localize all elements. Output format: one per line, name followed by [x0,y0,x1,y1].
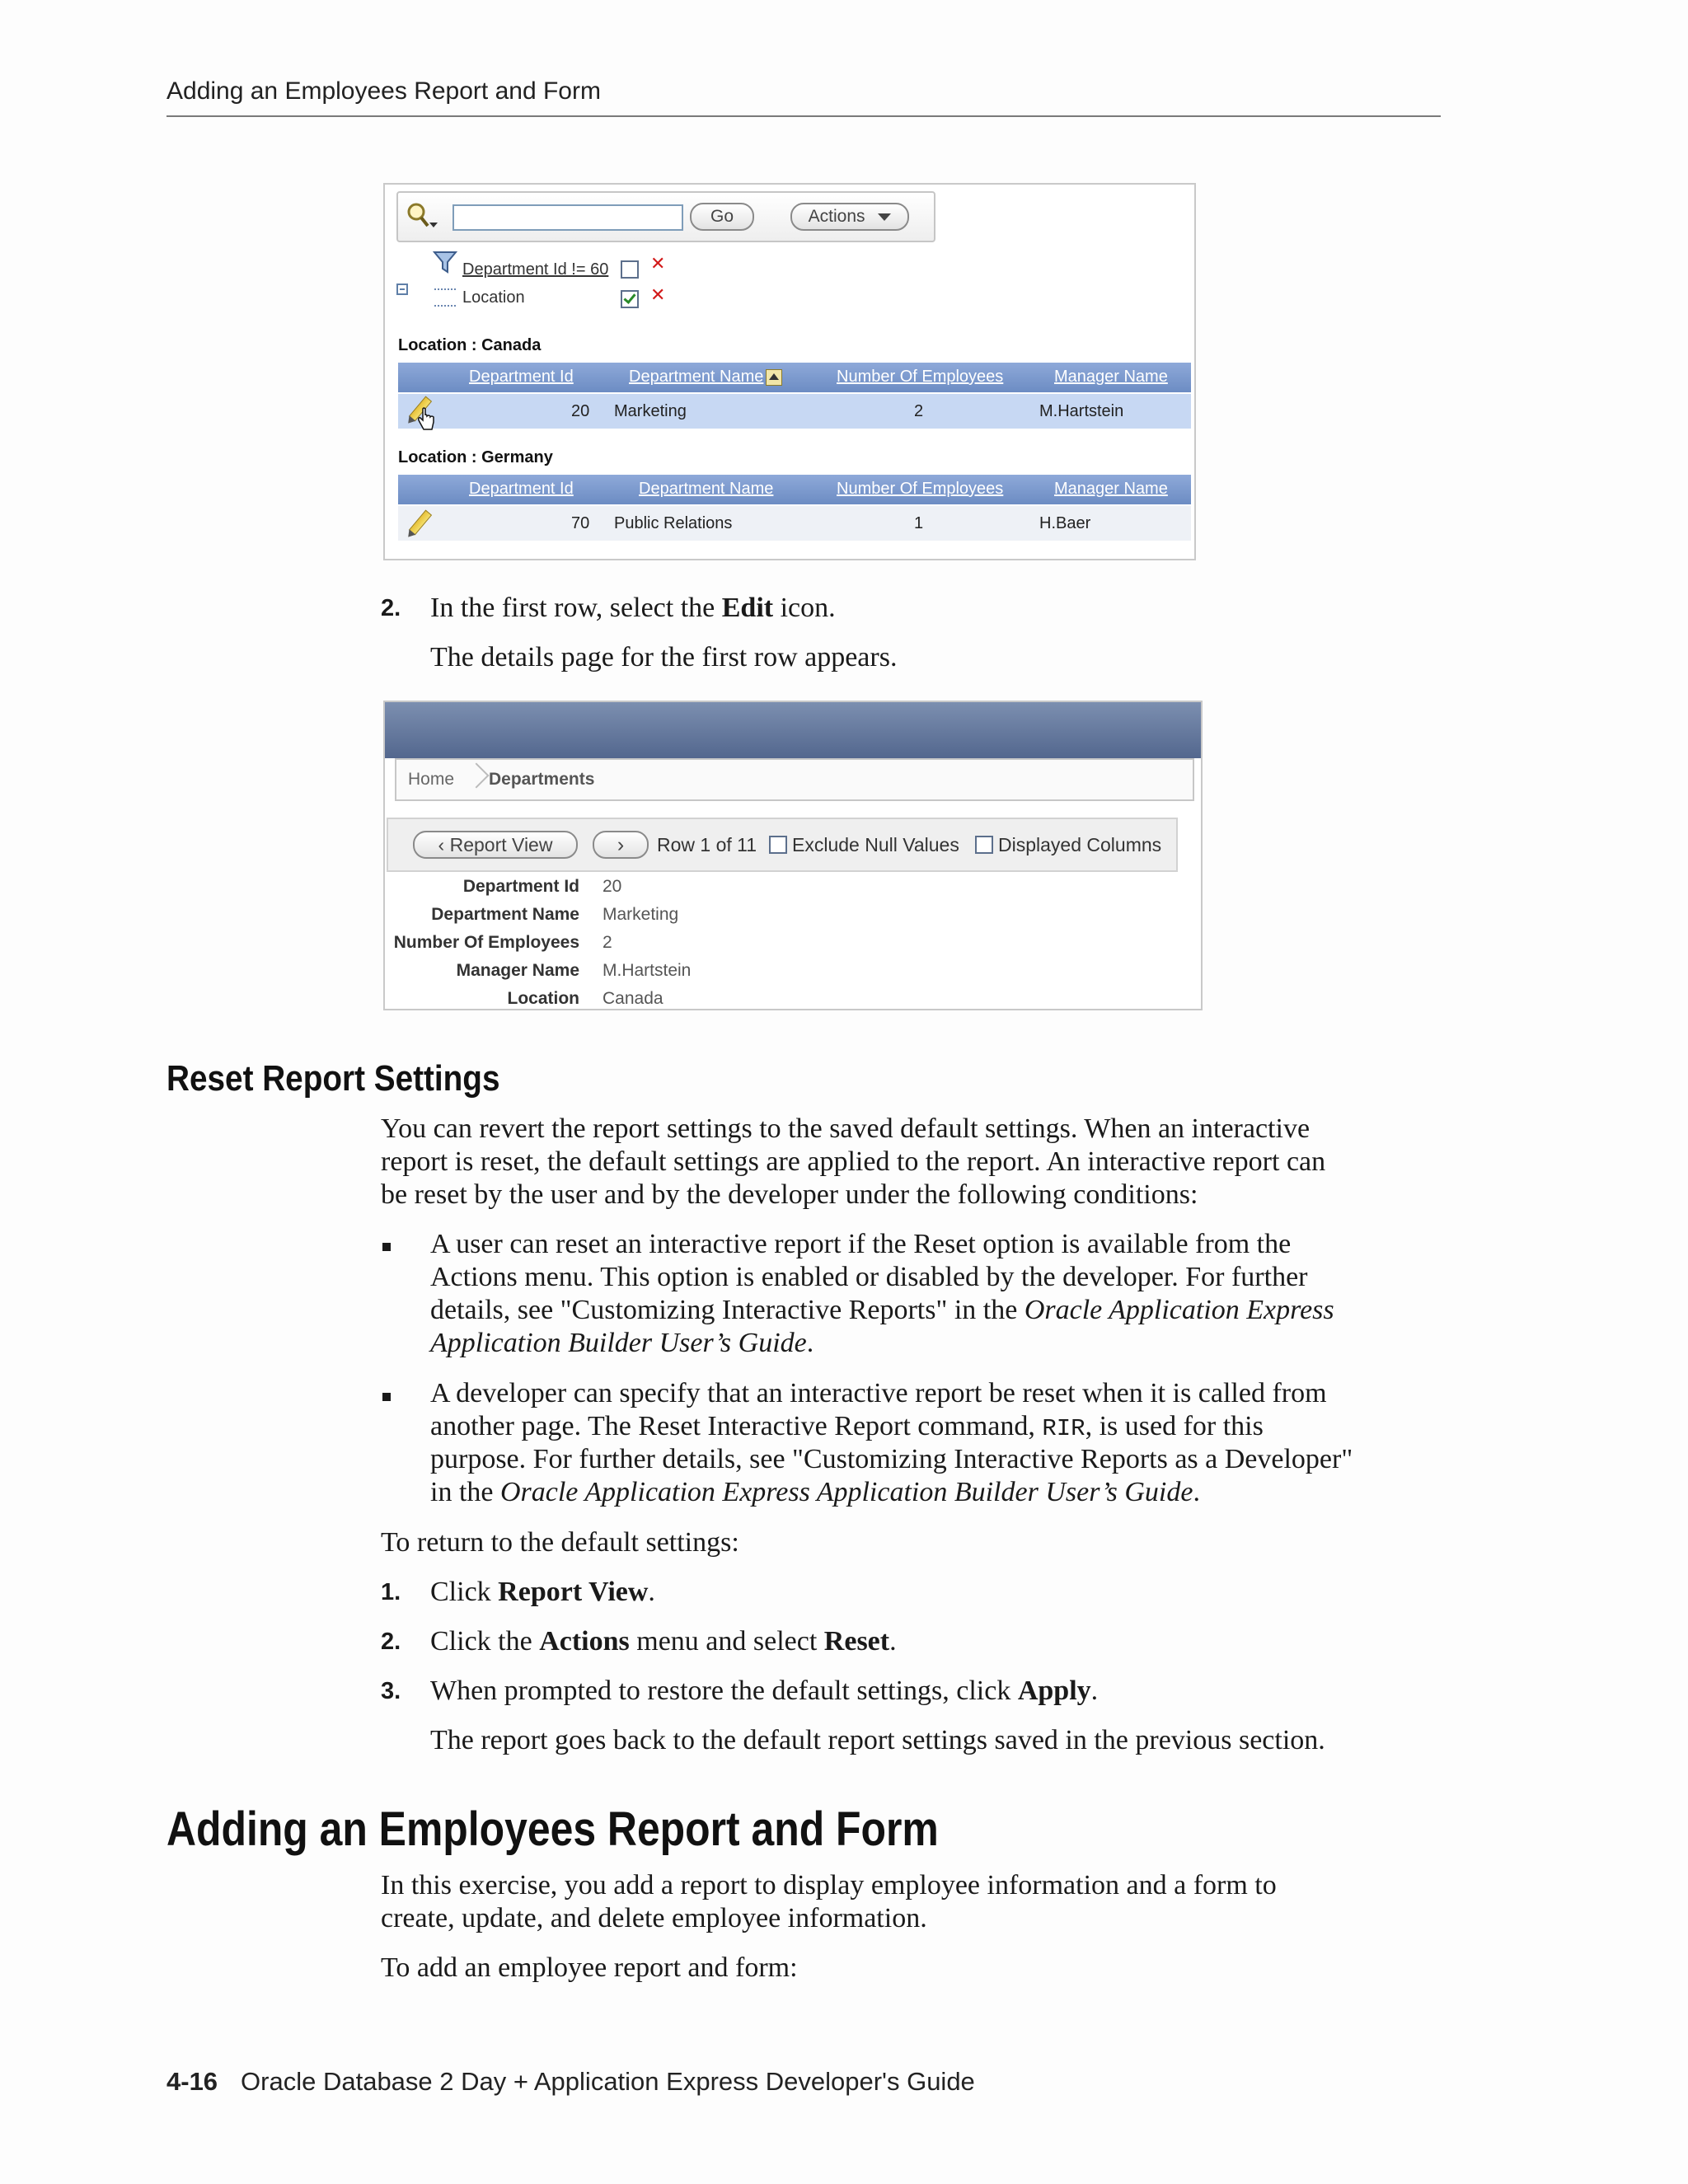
filter-enable-checkbox-location[interactable] [621,290,639,308]
back-arrow-icon: ‹ [438,834,445,855]
step-text [430,1675,1444,1708]
filter-enable-checkbox-department[interactable] [621,260,639,279]
table-row [398,506,1191,541]
actions-button[interactable] [790,203,909,231]
sort-ascending-icon [766,369,782,386]
section-heading: Reset Report Settings [166,1058,500,1099]
control-break-icon [434,288,456,307]
search-input[interactable] [452,204,683,231]
bullet-line: A user can reset an interactive report if the Reset option is available from the [430,1229,1292,1259]
command-code: RIR [1042,1415,1085,1442]
report-view-label: Report View [449,834,553,855]
step-text-bold: Actions [539,1626,630,1657]
bullet-line: Actions menu. This option is enabled or disabled by the developer. For further [430,1262,1308,1292]
running-header: Adding an Employees Report and Form [166,77,601,105]
remove-break-icon[interactable]: ✕ [650,285,666,306]
step-text-post: . [889,1626,897,1657]
column-header-manager-name[interactable]: Manager Name [1054,480,1168,498]
bullet-text: another page. The Reset Interactive Report command, [430,1411,1043,1441]
cell-department-name: Marketing [614,402,687,420]
navigation-bar [387,818,1178,872]
bullet-marker [382,1393,391,1401]
paragraph: To add an employee report and form: [381,1952,798,1983]
paragraph-line: create, update, and delete employee information. [381,1903,927,1933]
filter-label-department[interactable]: Department Id != 60 [462,260,609,279]
step-text [430,1625,1444,1658]
step-text-bold: Edit [721,593,774,623]
step-number: 3. [381,1678,401,1704]
bullet-text: in the [430,1477,500,1507]
cell-department-id: 20 [571,402,590,420]
guide-title: Oracle Application Express Application Builder User’s Guide [499,1477,1193,1507]
step-text-pre: Click [430,1577,499,1607]
exclude-null-checkbox[interactable] [769,836,787,854]
field-value: 2 [603,933,612,952]
field-value: 20 [603,877,622,896]
group-label-germany: Location : Germany [398,448,553,466]
breadcrumb-home[interactable]: Home [408,770,455,789]
bullet-line: purpose. For further details, see "Customizing Interactive Reports as a Developer" [430,1444,1353,1474]
cell-number-of-employees: 1 [914,514,924,532]
column-header-number-of-employees[interactable]: Number Of Employees [837,480,1004,498]
step-text-mid: menu and select [629,1626,824,1657]
header-rule [166,115,1441,117]
cell-manager-name: H.Baer [1039,514,1091,532]
bullet-line: A developer can specify that an interactive report be reset when it is called from [430,1378,1327,1408]
step-result: The report goes back to the default report settings saved in the previous section. [430,1725,1325,1755]
filter-label-location: Location [462,288,525,307]
field-label: Location [507,989,579,1008]
step-number: 1. [381,1579,401,1605]
column-header-department-name[interactable]: Department Name [639,480,774,498]
field-label: Department Name [431,905,579,924]
step-number: 2. [381,595,401,621]
exclude-null-label: Exclude Null Values [792,834,959,855]
step-text-bold: Reset [823,1626,890,1657]
step-text-pre: Click the [430,1626,540,1657]
breadcrumb-current: Departments [489,770,595,789]
paragraph: To return to the default settings: [381,1527,739,1558]
bullet-line [430,1327,1444,1360]
column-header-department-id[interactable]: Department Id [469,480,574,498]
field-label: Number Of Employees [393,933,579,952]
report-view-button[interactable] [413,831,578,859]
column-header-number-of-employees[interactable]: Number Of Employees [837,368,1004,386]
step-text-pre: In the first row, select the [430,593,722,623]
step-text [430,592,1444,625]
bullet-text: . [806,1328,814,1358]
filter-icon [433,251,457,274]
column-header-department-id[interactable]: Department Id [469,368,574,386]
search-icon[interactable] [405,201,441,234]
step-text-post: . [648,1577,655,1607]
cell-manager-name: M.Hartstein [1039,402,1124,420]
displayed-columns-checkbox[interactable] [975,836,993,854]
paragraph-line: report is reset, the default settings are applied to the report. An interactive report can [381,1146,1326,1177]
step-number: 2. [381,1629,401,1655]
paragraph-line: be reset by the user and by the developer under the following conditions: [381,1179,1198,1210]
field-value: M.Hartstein [603,961,692,980]
displayed-columns-label: Displayed Columns [998,834,1162,855]
detail-fields [385,877,579,1009]
bullet-text: , is used for this [1085,1411,1264,1441]
actions-label: Actions [808,207,865,226]
details-screenshot [383,701,1203,1010]
table-header [398,475,1191,504]
guide-title: Oracle Application Express [1024,1295,1334,1325]
table-row [398,394,1191,429]
column-header-manager-name[interactable]: Manager Name [1054,368,1168,386]
remove-filter-icon[interactable]: ✕ [650,254,666,274]
step-text-pre: When prompted to restore the default settings, click [430,1675,1018,1706]
page-footer [166,2067,975,2097]
report-screenshot [383,183,1196,560]
table-header [398,363,1191,392]
bullet-text: . [1193,1477,1200,1507]
next-row-button[interactable]: › [593,831,649,859]
field-value: Canada [603,989,663,1008]
field-label: Manager Name [456,961,579,980]
chevron-down-icon [878,213,891,221]
breadcrumb-separator-icon [463,762,489,788]
group-label-canada: Location : Canada [398,336,542,354]
cell-number-of-employees: 2 [914,402,924,420]
bullet-text: details, see "Customizing Interactive Reports" in the [430,1295,1025,1325]
bullet-line [430,1410,1444,1446]
cell-department-id: 70 [571,514,590,532]
step-text-post: icon. [773,593,836,623]
page-number: 4-16 [166,2067,218,2096]
row-counter: Row 1 of 11 [657,834,757,855]
step-text [430,1576,1444,1609]
paragraph-line: You can revert the report settings to the saved default settings. When an interactive [381,1113,1311,1144]
guide-title-footer: Oracle Database 2 Day + Application Express Developer's Guide [241,2067,975,2096]
edit-icon[interactable] [409,510,432,536]
step-text-post: . [1090,1675,1099,1706]
step-text-bold: Report View [498,1577,649,1607]
collapse-icon[interactable] [396,284,408,295]
step-result: The details page for the first row appears. [430,642,898,673]
step-text-bold: Apply [1017,1675,1091,1706]
field-label: Department Id [462,877,579,896]
search-toolbar [396,191,935,242]
bullet-marker [382,1243,391,1251]
go-button[interactable]: Go [690,203,754,231]
app-header-bar [385,702,1201,758]
column-header-department-name[interactable]: Department Name [629,368,764,386]
field-value: Marketing [603,905,679,924]
bullet-line [430,1476,1444,1509]
bullet-line [430,1294,1444,1327]
breadcrumb [395,758,1194,801]
hand-cursor-icon [416,407,436,432]
cell-department-name: Public Relations [614,514,733,532]
guide-title: Application Builder User’s Guide [430,1328,807,1358]
chapter-heading: Adding an Employees Report and Form [166,1802,939,1856]
paragraph-line: In this exercise, you add a report to display employee information and a form to [381,1870,1277,1900]
